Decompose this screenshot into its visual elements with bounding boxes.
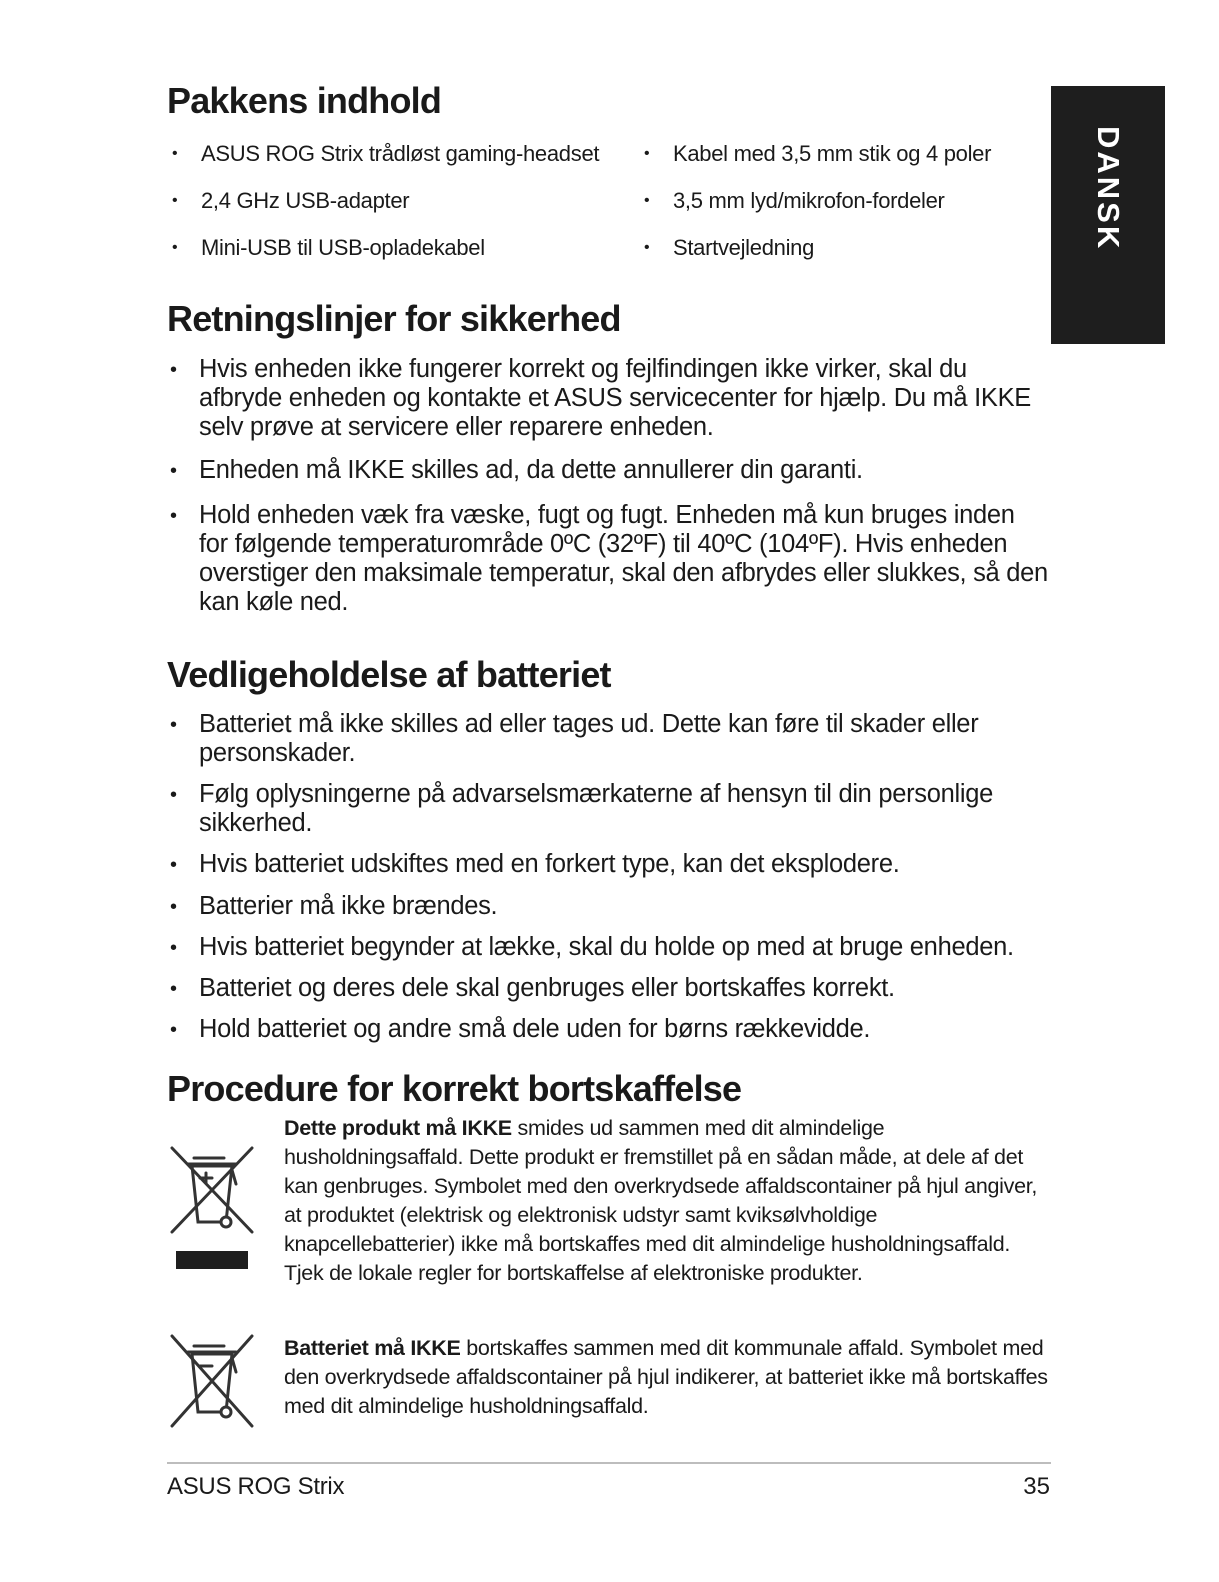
- page-number: 35: [1023, 1473, 1050, 1500]
- list-item: • Startvejledning: [642, 234, 1020, 262]
- battery-disposal-body: bortskaffes sammen med dit kommunale affald. Symbolet med den overkrydsede affaldscontainer på hjul indikerer, at batteriet ikke må bortskaffes med dit almindelige husholdningsaffald.: [284, 1336, 1048, 1418]
- battery-disposal-text: [284, 1334, 1054, 1421]
- list-item: • Hold batteriet og andre små dele uden for børns rækkevidde.: [170, 1015, 1050, 1044]
- list-item: • Følg oplysningerne på advarselsmærkaterne af hensyn til din personlige sikkerhed.: [170, 780, 1050, 838]
- package-contents-heading: Pakkens indhold: [167, 80, 442, 121]
- footer-divider: [167, 1462, 1051, 1464]
- list-item: • Hvis batteriet begynder at lække, skal du holde op med at bruge enheden.: [170, 933, 1050, 962]
- battery-disposal-bold: Batteriet må IKKE: [284, 1336, 461, 1360]
- list-item: • ASUS ROG Strix trådløst gaming-headset: [170, 140, 642, 168]
- list-item: • Hvis batteriet udskiftes med en forkert type, kan det eksplodere.: [170, 850, 1050, 879]
- list-item: • Enheden må IKKE skilles ad, da dette annullerer din garanti.: [170, 456, 1050, 485]
- list-item: • Batterier må ikke brændes.: [170, 892, 1050, 921]
- safety-heading: Retningslinjer for sikkerhed: [167, 298, 621, 339]
- safety-list: [170, 355, 1050, 617]
- crossed-out-bin-icon: [166, 1140, 258, 1280]
- product-disposal-body: smides ud sammen med dit almindelige husholdningsaffald. Dette produkt er fremstillet på en sådan måde, at dele af det kan genbruges. Symbolet med den overkrydsede affaldscontainer på hjul angiver, at produktet (elektrisk og elektronisk udstyr samt kviksølvholdige knapcellebatterier) ikke må bortskaffes med dit almindelige husholdningsaffald. Tjek de lokale regler for bortskaffelse af elektroniske produkter.: [284, 1116, 1038, 1285]
- battery-heading: Vedligeholdelse af batteriet: [167, 654, 611, 695]
- product-disposal-bold: Dette produkt må IKKE: [284, 1116, 512, 1140]
- disposal-heading: Procedure for korrekt bortskaffelse: [167, 1068, 742, 1109]
- language-tab: [1051, 86, 1165, 344]
- list-item: • 2,4 GHz USB-adapter: [170, 187, 642, 215]
- list-item: • 3,5 mm lyd/mikrofon-fordeler: [642, 187, 1020, 215]
- product-disposal-text: [284, 1114, 1054, 1288]
- crossed-out-battery-bin-icon: [166, 1330, 258, 1430]
- battery-list: [170, 710, 1050, 1044]
- list-item: • Hold enheden væk fra væske, fugt og fugt. Enheden må kun bruges inden for følgende temperaturområde 0ºC (32ºF) til 40ºC (104ºF). Hvis enheden overstiger den maksimale temperatur, skal den afbrydes eller slukkes, så den kan køle ned.: [170, 501, 1050, 617]
- list-item: • Batteriet og deres dele skal genbruges eller bortskaffes korrekt.: [170, 974, 1050, 1003]
- package-contents-list: [170, 140, 1020, 262]
- footer-product-name: ASUS ROG Strix: [167, 1473, 345, 1500]
- list-item: • Hvis enheden ikke fungerer korrekt og fejlfindingen ikke virker, skal du afbryde enheden og kontakte et ASUS servicecenter for hjælp. Du må IKKE selv prøve at servicere eller reparere enheden.: [170, 355, 1050, 442]
- list-item: • Mini-USB til USB-opladekabel: [170, 234, 642, 262]
- language-tab-label: DANSK: [1091, 126, 1126, 252]
- list-item: • Batteriet må ikke skilles ad eller tages ud. Dette kan føre til skader eller personskader.: [170, 710, 1050, 768]
- list-item: • Kabel med 3,5 mm stik og 4 poler: [642, 140, 1020, 168]
